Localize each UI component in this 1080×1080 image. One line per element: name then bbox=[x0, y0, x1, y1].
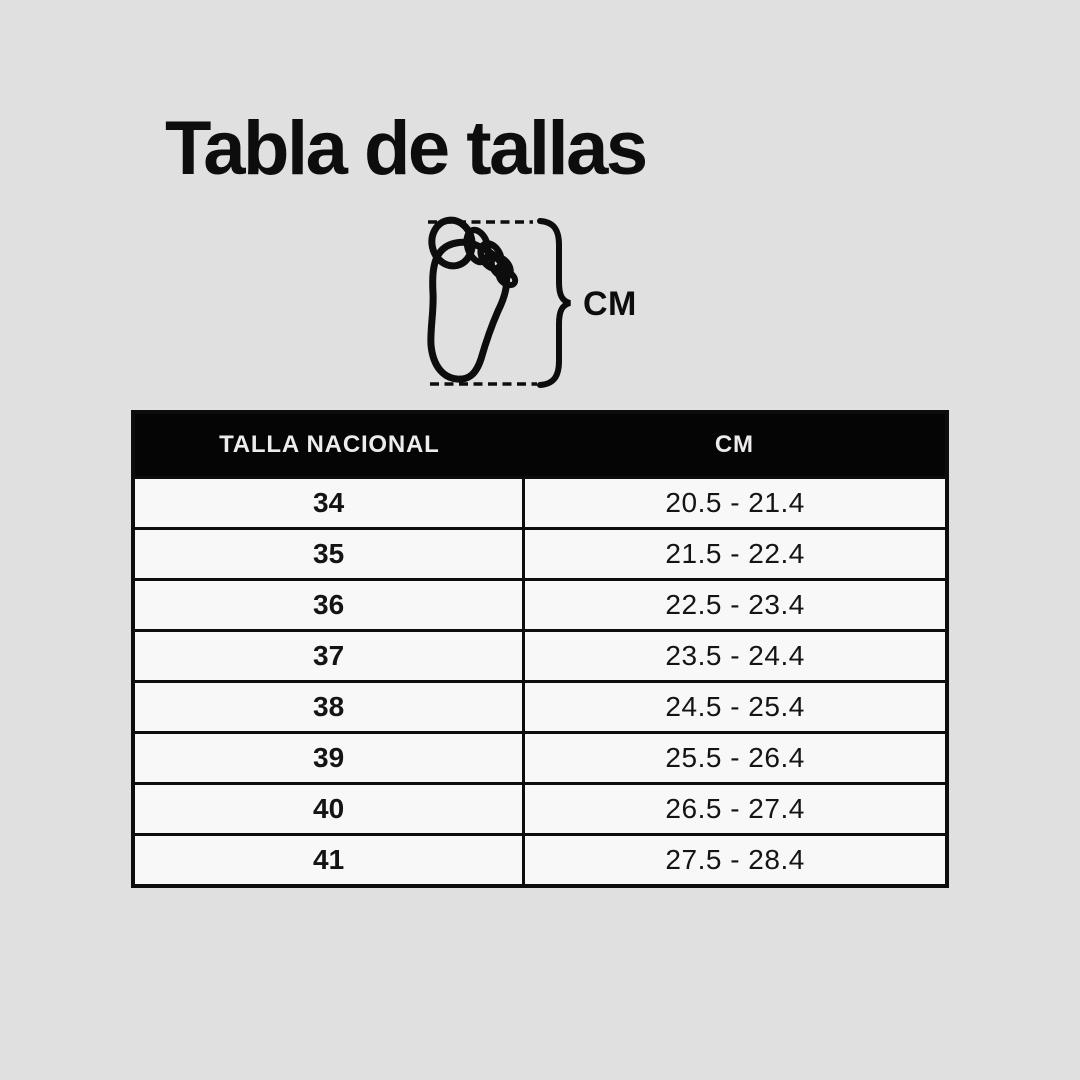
cm-cell: 25.5 - 26.4 bbox=[524, 733, 947, 784]
size-cell: 37 bbox=[133, 631, 524, 682]
cm-cell: 21.5 - 22.4 bbox=[524, 529, 947, 580]
table-header-row bbox=[133, 412, 947, 478]
size-cell: 35 bbox=[133, 529, 524, 580]
table-row bbox=[133, 478, 947, 529]
table-row bbox=[133, 835, 947, 887]
table-row bbox=[133, 733, 947, 784]
size-cell: 38 bbox=[133, 682, 524, 733]
table-row bbox=[133, 682, 947, 733]
cm-cell: 22.5 - 23.4 bbox=[524, 580, 947, 631]
size-cell: 40 bbox=[133, 784, 524, 835]
header-cell-cm: CM bbox=[524, 412, 947, 478]
table-row bbox=[133, 529, 947, 580]
table-row bbox=[133, 631, 947, 682]
size-cell: 34 bbox=[133, 478, 524, 529]
cm-cell: 20.5 - 21.4 bbox=[524, 478, 947, 529]
cm-cell: 26.5 - 27.4 bbox=[524, 784, 947, 835]
cm-measure-label: CM bbox=[583, 285, 637, 323]
curly-brace-icon bbox=[540, 221, 570, 385]
size-table bbox=[131, 410, 949, 888]
size-cell: 41 bbox=[133, 835, 524, 887]
foot-diagram-svg bbox=[420, 205, 680, 400]
header-cell-talla-nacional: TALLA NACIONAL bbox=[133, 412, 524, 478]
cm-cell: 23.5 - 24.4 bbox=[524, 631, 947, 682]
foot-icon bbox=[428, 216, 518, 379]
cm-cell: 24.5 - 25.4 bbox=[524, 682, 947, 733]
foot-measurement-diagram bbox=[420, 205, 680, 400]
page-title: Tabla de tallas bbox=[165, 106, 646, 191]
cm-cell: 27.5 - 28.4 bbox=[524, 835, 947, 887]
size-cell: 39 bbox=[133, 733, 524, 784]
table-row bbox=[133, 580, 947, 631]
size-cell: 36 bbox=[133, 580, 524, 631]
table-row bbox=[133, 784, 947, 835]
